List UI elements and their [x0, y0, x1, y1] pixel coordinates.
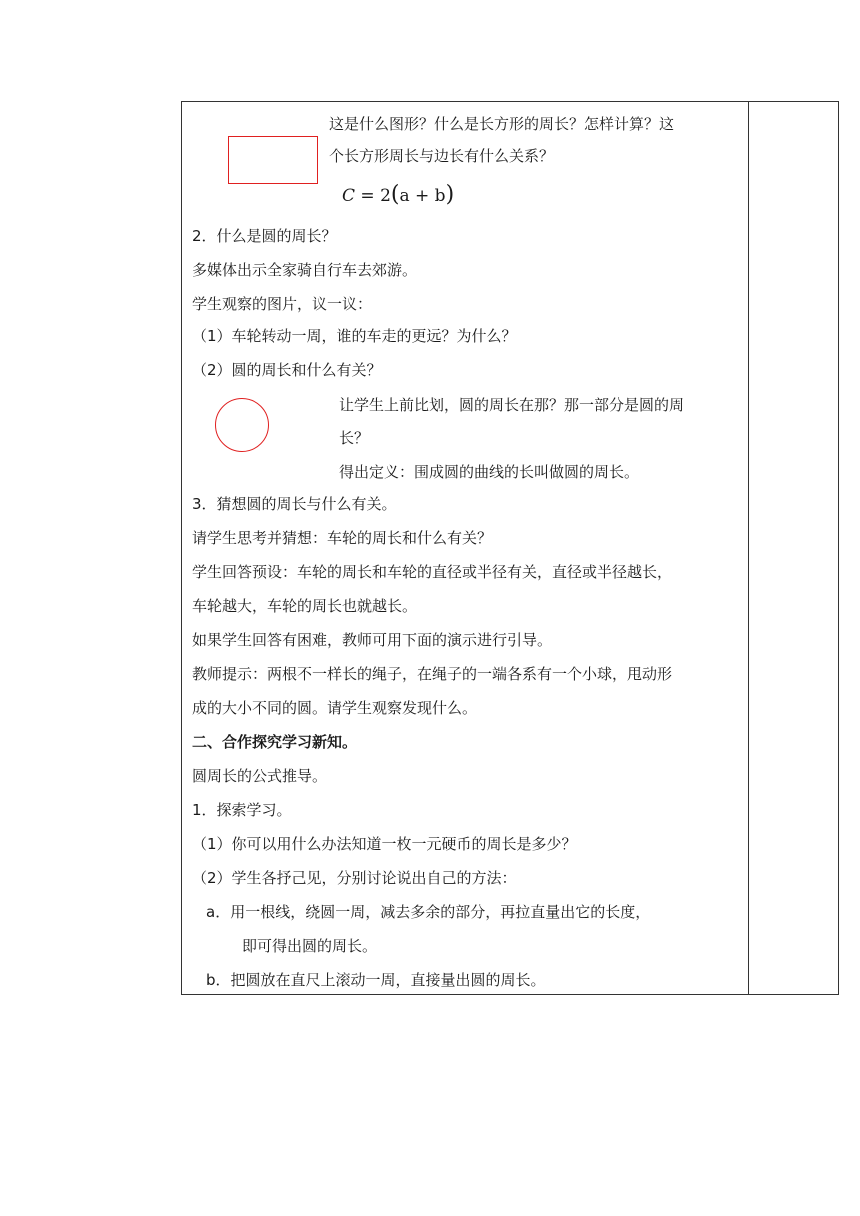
perimeter-formula	[342, 182, 454, 209]
difficulty-line: 如果学生回答有困难，教师可用下面的演示进行引导。	[192, 631, 553, 649]
hint-line-2: 成的大小不同的圆。请学生观察发现什么。	[192, 699, 478, 717]
think-line: 请学生思考并猜想：车轮的周长和什么有关？	[192, 529, 493, 547]
answer-line-1: 学生回答预设：车轮的周长和车轮的直径或半径有关，直径或半径越长，	[192, 563, 673, 581]
rect-question-line-1: 这是什么图形？什么是长方形的周长？怎样计算？这	[329, 115, 675, 133]
formula-inner: a + b	[399, 186, 446, 206]
formula-right-paren: )	[445, 182, 455, 207]
question-2: （2）圆的周长和什么有关？	[192, 361, 382, 379]
notes-cell	[749, 102, 838, 994]
formula-variable: C	[342, 186, 356, 206]
section-circle-perimeter: 2．什么是圆的周长？	[192, 227, 337, 245]
method-b-line: b．把圆放在直尺上滚动一周，直接量出圆的周长。	[206, 971, 546, 989]
circle-definition: 得出定义：围成圆的曲线的长叫做圆的周长。	[339, 463, 640, 481]
rectangle-figure	[228, 136, 318, 184]
section-guess: 3．猜想圆的周长与什么有关。	[192, 495, 397, 513]
hint-line-1: 教师提示：两根不一样长的绳子，在绳子的一端各系有一个小球，甩动形	[192, 665, 673, 683]
explore-question-2: （2）学生各抒己见，分别讨论说出自己的方法：	[192, 869, 517, 887]
rect-question-line-2: 个长方形周长与边长有什么关系？	[329, 147, 555, 165]
circle-text-line-2: 长？	[339, 429, 370, 447]
explore-heading: 1．探索学习。	[192, 801, 292, 819]
formula-left-paren: (	[390, 182, 400, 207]
answer-line-2: 车轮越大，车轮的周长也就越长。	[192, 597, 418, 615]
method-a-line-1: a．用一根线，绕圆一周，减去多余的部分，再拉直量出它的长度，	[206, 903, 651, 921]
question-1: （1）车轮转动一周，谁的车走的更远？为什么？	[192, 327, 517, 345]
lesson-table	[181, 101, 839, 995]
observe-line: 学生观察的图片，议一议：	[192, 295, 373, 313]
derive-line: 圆周长的公式推导。	[192, 767, 328, 785]
section-cooperative: 二、合作探究学习新知。	[192, 733, 358, 751]
explore-question-1: （1）你可以用什么办法知道一枚一元硬币的周长是多少？	[192, 835, 577, 853]
circle-text-line-1: 让学生上前比划，圆的周长在那？那一部分是圆的周	[339, 396, 685, 414]
media-line: 多媒体出示全家骑自行车去郊游。	[192, 261, 418, 279]
circle-figure	[215, 398, 269, 452]
formula-equals: = 2	[355, 186, 391, 206]
method-a-line-2: 即可得出圆的周长。	[242, 937, 378, 955]
